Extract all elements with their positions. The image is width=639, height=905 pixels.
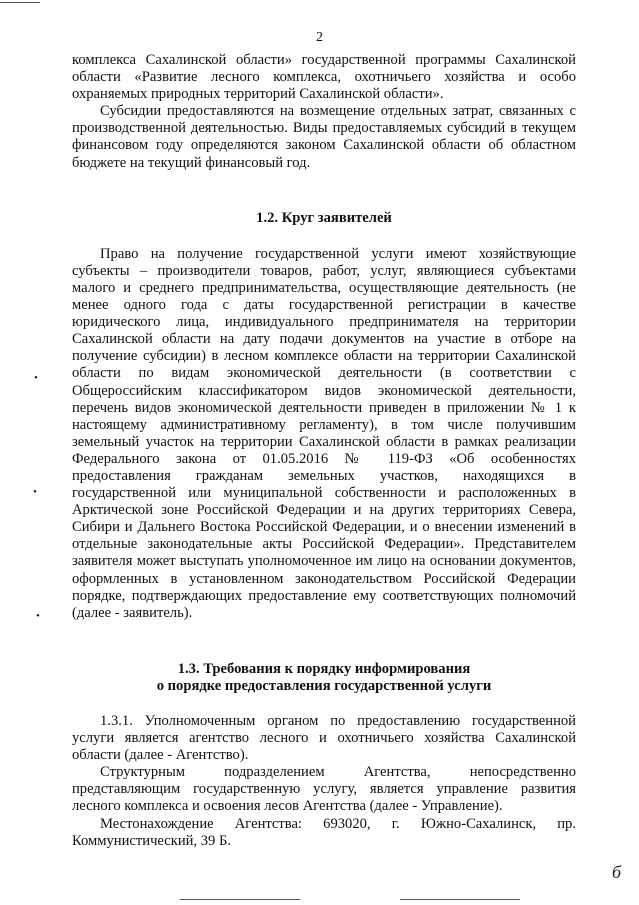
document-body xyxy=(72,52,576,850)
intro-paragraph-continuation: комплекса Сахалинской области» государственной программы Сахалинской области «Развитие лесного комплекса, охотничьего хозяйства и особо охраняемых природных территорий Сахалинской области». xyxy=(72,52,576,103)
section-heading-1-3-line1: 1.3. Требования к порядку информирования xyxy=(177,660,471,677)
scan-dot-mark: • xyxy=(34,372,38,384)
section-1-3-paragraph-authority: 1.3.1. Уполномоченным органом по предоставлению государственной услуги является агентство лесного и охотничьего хозяйства Сахалинской области (далее - Агентство). xyxy=(72,713,576,764)
page-number: 2 xyxy=(316,30,323,45)
section-heading-1-2: 1.2. Круг заявителей xyxy=(256,209,392,226)
section-1-3-paragraph-location: Местонахождение Агентства: 693020, г. Южно-Сахалинск, пр. Коммунистический, 39 Б. xyxy=(72,815,576,849)
scan-dot-mark: • xyxy=(33,486,37,498)
section-1-3-paragraph-division: Структурным подразделением Агентства, непосредственно представляющим государственную услугу, является управление развития лесного комплекса и освоения лесов Агентства (далее - Управление). xyxy=(72,764,576,815)
handwritten-corner-mark: б xyxy=(611,862,621,882)
scan-edge-line xyxy=(0,2,40,3)
scan-edge-line xyxy=(400,899,520,900)
section-heading-1-3-line2: о порядке предоставления государственной услуги xyxy=(156,677,492,694)
intro-paragraph-subsidies: Субсидии предоставляются на возмещение отдельных затрат, связанных с производственной деятельностью. Виды предоставляемых субсидий в текущем финансовом году определяются законом Сахалинской области об областном бюджете на текущий финансовый год. xyxy=(72,103,576,171)
section-1-2-paragraph: Право на получение государственной услуги имеют хозяйствующие субъекты – производители товаров, работ, услуг, являющиеся субъектами малого и среднего предпринимательства, осуществляющие деятельность (не менее одного года с даты государственной регистрации в качестве юридического лица, индивидуального предпринимателя на территории Сахалинской области на дату подачи документов на участие в отборе на получение субсидии) в лесном комплексе области на территории Сахалинской области по видам экономической деятельности (в соответствии с Общероссийским классификатором видов экономической деятельности, перечень видов экономической деятельности приведен в приложении № 1 к настоящему административному регламенту), в том числе получившим земельный участок на территории Сахалинской области в рамках реализации Федерального закона от 01.05.2016 № 119-ФЗ «Об особенностях предоставления гражданам земельных участков, находящихся в государственной или муниципальной собственности и расположенных в Арктической зоне Российской Федерации и на других территориях Севера, Сибири и Дальнего Востока Российской Федерации, и о внесении изменений в отдельные законодательные акты Российской Федерации». Представителем заявителя может выступать уполномоченное им лицо на основании документов, оформленных в установленном законодательством Российской Федерации порядке, подтверждающих предоставление ему соответствующих полномочий (далее - заявитель). xyxy=(72,245,576,621)
section-heading-1-3 xyxy=(72,661,576,695)
scan-dot-mark: • xyxy=(36,610,40,622)
scan-edge-line xyxy=(180,899,300,900)
